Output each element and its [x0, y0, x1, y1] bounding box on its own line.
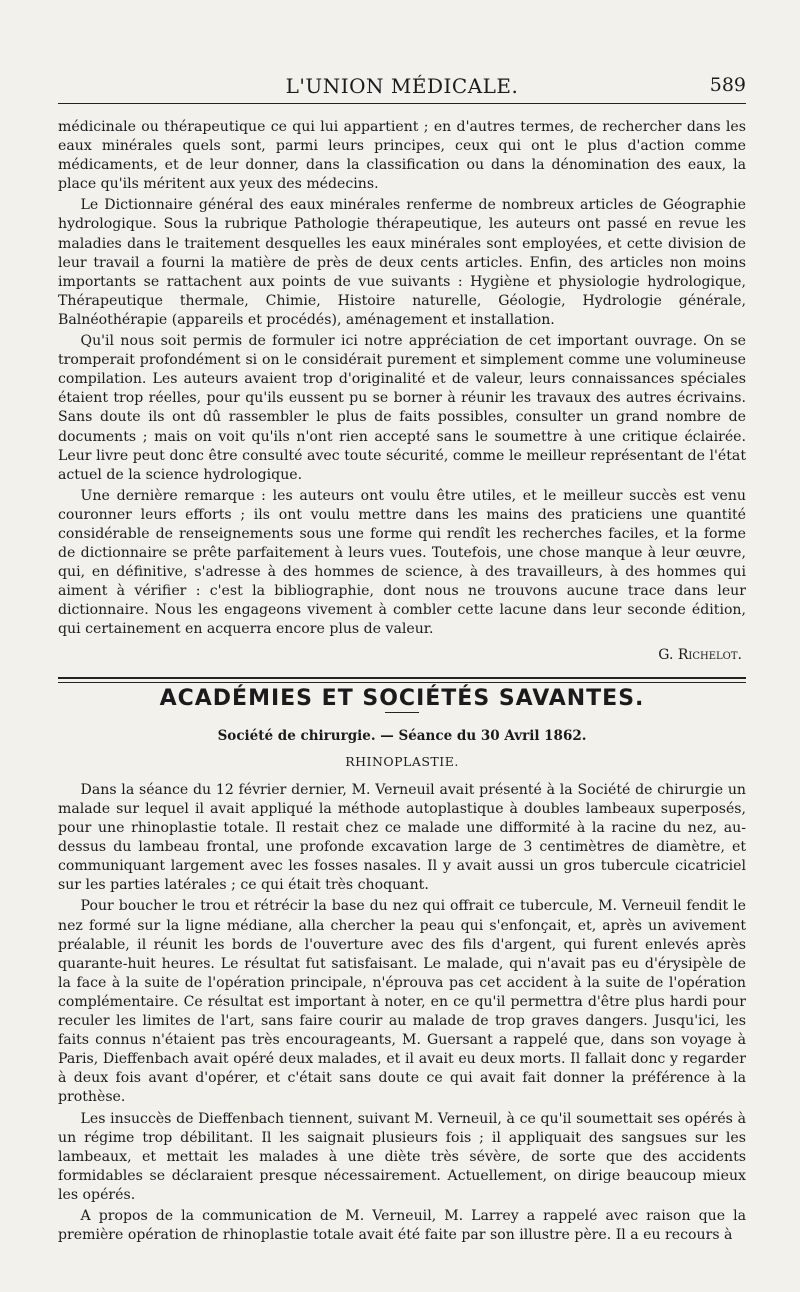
paragraph: Les insuccès de Dieffenbach tiennent, suivant M. Verneuil, à ce qu'il soumettait ses opérés à un régime trop débilitant. Il les saignait plusieurs fois ; il appliquait des sangsues sur les lambeaux, et mettait les malades à une diète très sévère, de sorte que des accidents formidables se déclaraient presque nécessairement. Actuellement, on dirige beaucoup mieux les opérés. [58, 1110, 746, 1203]
paragraph: Une dernière remarque : les auteurs ont voulu être utiles, et le meilleur succès est venu couronner leurs efforts ; ils ont voulu mettre dans les mains des praticiens une quantité considérable de renseignements sous une forme qui rendît les recherches faciles, et la forme de dictionnaire se prête parfaitement à leurs vues. Toutefois, une chose manque à leur œuvre, qui, en définitive, s'adresse à des hommes de science, à des travailleurs, à des hommes qui aiment à vérifier : c'est la bibliographie, dont nous ne trouvons aucune trace dans leur dictionnaire. Nous les engageons vivement à combler cette lacune dans leur seconde édition, qui certainement en acquerra encore plus de valeur. [58, 487, 746, 638]
paragraph: médicinale ou thérapeutique ce qui lui appartient ; en d'autres termes, de rechercher dans les eaux minérales quels sont, parmi leurs principes, ceux qui ont le plus d'action comme médicaments, et de leur donner, dans la classification ou dans la dénomination des eaux, la place qu'ils méritent aux yeux des médecins. [58, 119, 746, 193]
author-signature [58, 646, 742, 665]
signature-text: G. Richelot. [658, 646, 742, 663]
paragraph: Pour boucher le trou et rétrécir la base du nez qui offrait ce tubercule, M. Verneuil fendit le nez formé sur la ligne médiane, alla chercher la peau qui s'enfonçait, et, après un avivement préalable, il réunit les bords de l'ouverture avec des fils d'argent, qui furent enlevés après quarante-huit heures. Le résultat fut satisfaisant. Le malade, qui n'avait pas eu d'érysipèle de la face à la suite de l'opération principale, n'éprouva pas cet accident à la suite de l'opération complémentaire. Ce résultat est important à noter, en ce qu'il permettra d'être plus hardi pour reculer les limites de l'art, sans faire courir au malade de trop graves dangers. Jusqu'ici, les faits connus n'étaient pas très encourageants, M. Guersant a rappelé que, dans son voyage à Paris, Dieffenbach avait opéré deux malades, et il avait eu deux morts. Il fallait donc y regarder à deux fois avant d'opérer, et c'était sans doute ce qui avait fait donner la préférence à la prothèse. [58, 898, 746, 1106]
running-title: L'UNION MÉDICALE. [285, 74, 519, 98]
session-title: Société de chirurgie. — Séance du 30 Avril 1862. [217, 727, 587, 744]
section-divider [58, 677, 746, 679]
page-header [58, 74, 746, 100]
header-rule [58, 103, 746, 104]
section-divider [58, 682, 746, 683]
short-divider [385, 712, 419, 713]
section-title: ACADÉMIES ET SOCIÉTÉS SAVANTES. [159, 685, 645, 711]
paragraph: A propos de la communication de M. Verneuil, M. Larrey a rappelé avec raison que la première opération de rhinoplastie totale avait été faite par son illustre père. Il a eu recours à [58, 1207, 746, 1244]
paragraph: Dans la séance du 12 février dernier, M. Verneuil avait présenté à la Société de chirurgie un malade sur lequel il avait appliqué la méthode autoplastique à doubles lambeaux superposés, pour une rhinoplastie totale. Il restait chez ce malade une difformité à la racine du nez, au-dessus du lambeau frontal, une profonde excavation large de 3 centimètres de diamètre, et communiquant largement avec les fosses nasales. Il y avait aussi un gros tubercule cicatriciel sur les parties latérales ; ce qui était très choquant. [58, 781, 746, 894]
paragraph: Le Dictionnaire général des eaux minérales renferme de nombreux articles de Géographie hydrologique. Sous la rubrique Pathologie thérapeutique, les auteurs ont passé en revue les maladies dans le traitement desquelles les eaux minérales sont employées, et cette division de leur travail a fourni la matière de près de deux cents articles. Enfin, des articles non moins importants se rattachent aux points de vue suivants : Hygiène et physiologie hydrologique, Thérapeutique thermale, Chimie, Histoire naturelle, Géologie, Hydrologie générale, Balnéothérapie (appareils et procédés), aménagement et installation. [58, 197, 746, 328]
subject-heading: RHINOPLASTIE. [345, 753, 459, 769]
paragraph: Qu'il nous soit permis de formuler ici notre appréciation de cet important ouvrage. On se tromperait profondément si on le considérait purement et simplement comme une volumineuse compilation. Les auteurs avaient trop d'originalité et de valeur, leurs connaissances spéciales étaient trop réelles, pour qu'ils eussent pu se borner à réunir les travaux des autres écrivains. Sans doute ils ont dû rassembler le plus de faits possibles, consulter un grand nombre de documents ; mais on voit qu'ils n'ont rien accepté sans le soumettre à une critique éclairée. Leur livre peut donc être consulté avec toute sécurité, comme le meilleur représentant de l'état actuel de la science hydrologique. [58, 333, 746, 483]
article-body [58, 118, 746, 1245]
page-number: 589 [709, 74, 746, 96]
